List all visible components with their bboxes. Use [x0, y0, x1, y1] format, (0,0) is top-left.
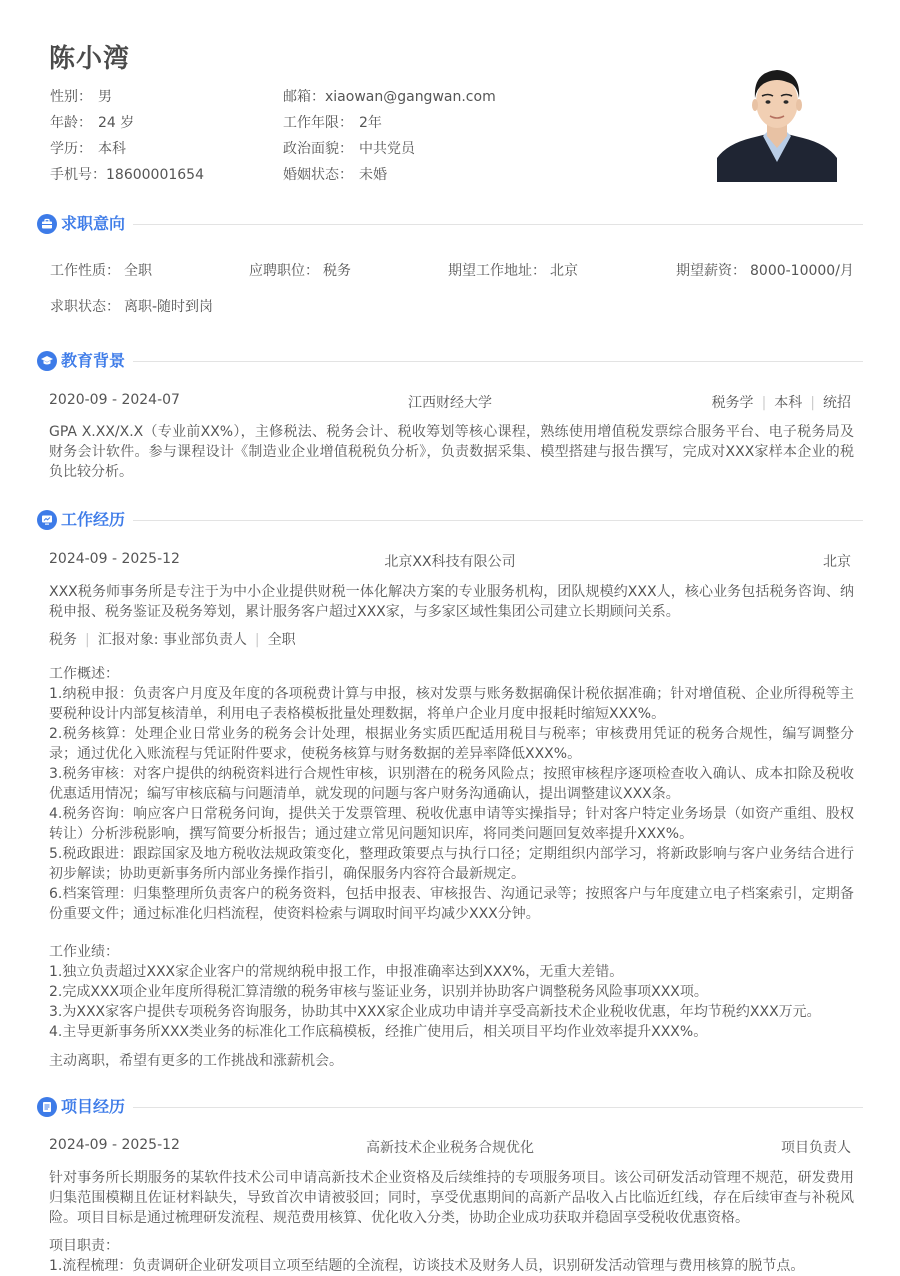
results-title: 工作业绩：	[49, 944, 119, 960]
company-description: XXX税务师事务所是专注于为中小企业提供财税一体化解决方案的专业服务机构，团队规模约XXX人，核心业务包括税务咨询、纳税申报、税务鉴证及税务筹划，累计服务客户超过XXX家，与多家区域性集团公司建立长期顾问关系。	[49, 584, 854, 620]
intent-location	[448, 260, 578, 280]
separator: |	[761, 395, 767, 411]
work-city: 北京	[823, 554, 851, 570]
work-years-row	[283, 112, 382, 132]
education-level-label: 学历：	[50, 141, 92, 157]
gender-value: 男	[98, 89, 112, 105]
work-results	[49, 942, 854, 1042]
monitor-icon	[37, 510, 57, 530]
work-years-label: 工作年限：	[283, 115, 353, 131]
work-tag: 汇报对象: 事业部负责人	[97, 632, 247, 648]
project-duties	[49, 1236, 854, 1276]
marital-value: 未婚	[359, 167, 387, 183]
section-divider	[133, 224, 863, 225]
school-name: 江西财经大学	[408, 395, 492, 411]
email-value: xiaowan@gangwan.com	[325, 89, 496, 105]
result-item: 4.主导更新事务所XXX类业务的标准化工作底稿模板，经推广使用后，相关项目平均作业效率提升XXX%。	[49, 1024, 708, 1040]
phone-row	[50, 164, 204, 184]
section-work	[37, 508, 863, 532]
age-value: 24 岁	[98, 115, 135, 131]
project-role: 项目负责人	[781, 1140, 851, 1156]
age-label: 年龄：	[50, 115, 92, 131]
overview-item: 2.税务核算：处理企业日常业务的税务会计处理，根据业务实质匹配适用税目与税率；审核费用凭证的税务合规性，编写调整分录；通过优化入账流程与凭证附件要求，使税务核算与财务数据的差异率降低XXX%。	[49, 726, 854, 762]
education-level-value: 本科	[98, 141, 126, 157]
result-item: 1.独立负责超过XXX家企业客户的常规纳税申报工作，申报准确率达到XXX%，无重大差错。	[49, 964, 624, 980]
degree: 本科	[774, 395, 803, 411]
section-title-education: 教育背景	[61, 351, 126, 370]
marital-row	[283, 164, 387, 184]
location-value: 北京	[550, 263, 578, 279]
email-label: 邮箱：	[283, 89, 325, 105]
job-type-value: 全职	[124, 263, 152, 279]
enrollment-type: 统招	[823, 395, 851, 411]
project-description: 针对事务所长期服务的某软件技术公司申请高新技术企业资格及后续维持的专项服务项目。该公司研发活动管理不规范，研发费用归集范围模糊且佐证材料缺失，导致首次申请被驳回；同时，享受优惠期间的高新产品收入占比临近红线，存在后续审查与补税风险。项目目标是通过梳理研发流程、规范费用核算、优化收入分类，协助企业成功获取并稳固享受税收优惠资格。	[49, 1170, 854, 1226]
gender-label: 性别：	[50, 89, 92, 105]
profile-photo	[717, 50, 837, 182]
project-name: 高新技术企业税务合规优化	[366, 1140, 534, 1156]
section-title-project: 项目经历	[61, 1097, 126, 1116]
work-years-value: 2年	[359, 115, 382, 131]
email-row	[283, 86, 496, 106]
overview-item: 1.纳税申报：负责客户月度及年度的各项税费计算与申报，核对发票与账务数据确保计税依据准确；针对增值税、企业所得税等主要税种设计内部复核清单，利用电子表格模板批量处理数据，将单户企业月度申报耗时缩短XXX%。	[49, 686, 854, 722]
company-name: 北京XX科技有限公司	[384, 554, 516, 570]
job-type-label: 工作性质：	[50, 263, 120, 279]
duty-item: 1.流程梳理：负责调研企业研发项目立项至结题的全流程，访谈技术及财务人员，识别研发活动管理与费用核算的脱节点。	[49, 1258, 805, 1274]
duty-title: 项目职责：	[49, 1238, 119, 1254]
work-period: 2024-09 - 2025-12	[49, 551, 180, 567]
position-label: 应聘职位：	[249, 263, 319, 279]
salary-value: 8000-10000/月	[750, 263, 854, 279]
result-item: 3.为XXX家客户提供专项税务咨询服务，协助其中XXX家企业成功申请并享受高新技术企业税收优惠，年均节税约XXX万元。	[49, 1004, 821, 1020]
overview-item: 5.税政跟进：跟踪国家及地方税收法规政策变化，整理政策要点与执行口径；定期组织内部学习，将新政影响与客户业务结合进行初步解读；协助更新事务所内部业务操作指引，确保服务内容符合最新规定。	[49, 846, 854, 882]
result-item: 2.完成XXX项企业年度所得税汇算清缴的税务审核与鉴证业务，识别并协助客户调整税务风险事项XXX项。	[49, 984, 708, 1000]
politics-row	[283, 138, 415, 158]
overview-item: 6.档案管理：归集整理所负责客户的税务资料，包括申报表、审核报告、沟通记录等；按照客户与年度建立电子档案索引，定期备份重要文件；通过标准化归档流程，使资料检索与调取时间平均减少XXX分钟。	[49, 886, 854, 922]
document-icon	[37, 1097, 57, 1117]
location-label: 期望工作地址：	[448, 263, 546, 279]
leave-reason: 主动离职，希望有更多的工作挑战和涨薪机会。	[49, 1053, 343, 1069]
section-divider	[133, 1107, 863, 1108]
work-tag: 全职	[267, 632, 296, 648]
project-period: 2024-09 - 2025-12	[49, 1137, 180, 1153]
graduation-cap-icon	[37, 351, 57, 371]
section-job-intent	[37, 212, 863, 236]
age-row	[50, 112, 134, 132]
work-tag: 税务	[49, 632, 77, 648]
section-divider	[133, 520, 863, 521]
avatar	[717, 50, 837, 182]
salary-label: 期望薪资：	[676, 263, 746, 279]
position-value: 税务	[323, 263, 351, 279]
intent-job-type	[50, 260, 152, 280]
politics-label: 政治面貌：	[283, 141, 353, 157]
phone-label: 手机号：	[50, 167, 106, 183]
separator: |	[254, 632, 260, 648]
major: 税务学	[711, 395, 754, 411]
education-meta	[712, 392, 851, 412]
marital-label: 婚姻状态：	[283, 167, 353, 183]
work-overview	[49, 664, 854, 924]
section-divider	[133, 361, 863, 362]
phone-value: 18600001654	[106, 167, 204, 183]
education-period: 2020-09 - 2024-07	[49, 392, 180, 408]
work-tags	[49, 629, 296, 649]
overview-item: 3.税务审核：对客户提供的纳税资料进行合规性审核，识别潜在的税务风险点；按照审核程序逐项检查收入确认、成本扣除及税收优惠适用情况；编写审核底稿与问题清单，就发现的问题与客户财务沟通确认，提出调整建议XXX条。	[49, 766, 854, 802]
education-level-row	[50, 138, 126, 158]
status-label: 求职状态：	[50, 299, 120, 315]
intent-position	[249, 260, 351, 280]
section-education	[37, 349, 863, 373]
overview-item: 4.税务咨询：响应客户日常税务问询，提供关于发票管理、税收优惠申请等实操指导；针对客户特定业务场景（如资产重组、股权转让）分析涉税影响，撰写简要分析报告；通过建立常见问题知识库，将同类问题回复效率提升XXX%。	[49, 806, 854, 842]
education-description: GPA X.XX/X.X（专业前XX%），主修税法、税务会计、税收筹划等核心课程，熟练使用增值税发票综合服务平台、电子税务局及财务会计软件。参与课程设计《制造业企业增值税税负分析》，负责数据采集、模型搭建与报告撰写，完成对XXX家样本企业的税负比较分析。	[49, 424, 854, 480]
section-title-intent: 求职意向	[61, 214, 126, 233]
separator: |	[810, 395, 815, 411]
briefcase-icon	[37, 214, 57, 234]
intent-salary	[676, 260, 854, 280]
section-project	[37, 1095, 863, 1119]
overview-title: 工作概述：	[49, 666, 119, 682]
politics-value: 中共党员	[359, 141, 415, 157]
status-value: 离职-随时到岗	[124, 299, 214, 315]
section-title-work: 工作经历	[61, 510, 126, 529]
intent-status	[50, 296, 213, 316]
candidate-name: 陈小湾	[49, 44, 131, 74]
gender-row	[50, 86, 112, 106]
separator: |	[85, 632, 90, 648]
